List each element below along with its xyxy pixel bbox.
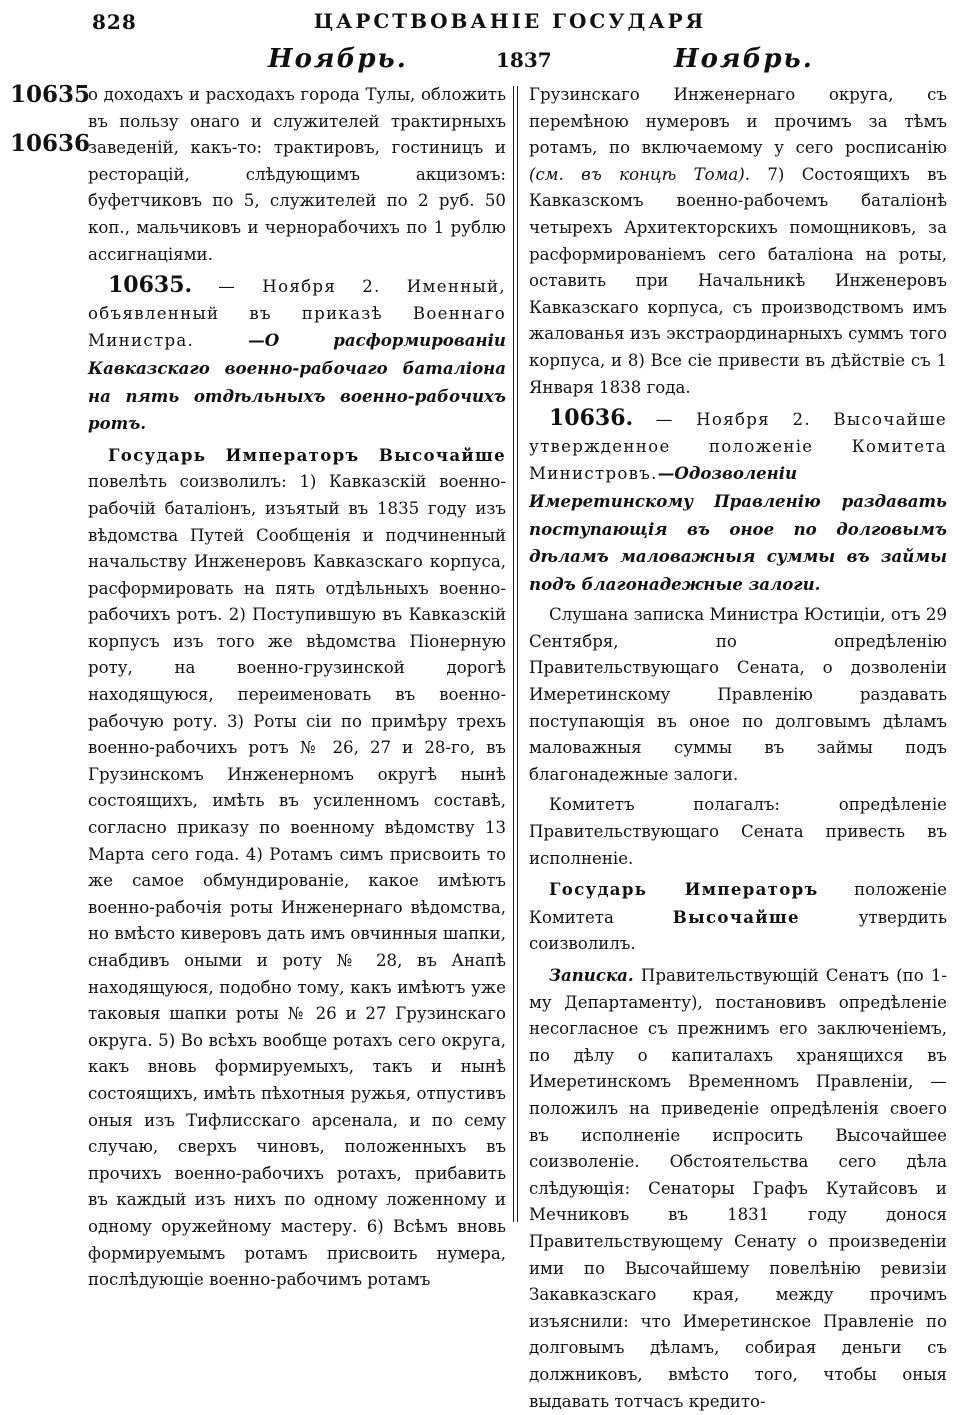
entry-title: —О расформированіи Кавказскаго военно-рабочаго баталіона на пять отдѣльныхъ военно-рабочихъ ротъ. xyxy=(88,330,506,434)
month-right: Ноябрь. xyxy=(674,44,814,74)
entry-10635-heading xyxy=(88,272,506,438)
text-run: Грузинскаго Инженернаго округа, съ перемѣною нумеровъ и прочимъ за тѣмъ ротамъ, по включаемому у сего росписанію xyxy=(529,85,947,158)
text-run: Правительствующій Сенатъ (по 1-му Департаменту), постановивъ опредѣленіе несогласное съ прежнимъ его заключеніемъ, по дѣлу о капиталахъ хранящихся въ Имеретинскомъ Временномъ Правленіи, — положилъ на приведеніе опредѣленія своего въ исполненіе испросить Высочайшее соизволеніе. Обстоятельства сего дѣла слѣдующія: Сенаторы Графъ Кутайсовъ и Мечниковъ въ 1831 году донося Правительствующему Сенату о произведеніи ими по Высочайшему повелѣнію ревизіи Закавказскаго края, между прочимъ изъяснили: что Имеретинское Правленіе по долговымъ дѣламъ, собирая деньги съ должниковъ, вмѣсто того, чтобы оныя выдавать тотчасъ кредито- xyxy=(529,966,947,1411)
margin-number-10635: 10635 xyxy=(10,81,91,108)
decree-text: повелѣть соизволилъ: 1) Кавказскій военно-рабочій баталіонъ, изъятый въ 1835 году изъ вѣдомства Путей Сообщенія и подчиненный начальству Инженеровъ Кавказскаго корпуса, расформировать на пять отдѣльныхъ военно-рабочихъ ротъ. 2) Поступившую въ Кавказскій корпусъ изъ того же вѣдомства Піонерную роту, на военно-грузинской дорогѣ находящуюся, переименовать въ военно-рабочую роту. 3) Роты сіи по примѣру трехъ военно-рабочихъ ротъ № 26, 27 и 28-го, въ Грузинскомъ Инженерномъ округѣ нынѣ состоящихъ, имѣть въ усиленномъ составѣ, согласно приказу по военному вѣдомству 13 Марта сего года. 4) Ротамъ симъ присвоить то же самое обмундированіе, какое имѣютъ военно-рабочія роты Инженернаго вѣдомства, но вмѣсто киверовъ дать имъ овчинныя шапки, снабдивъ оными и роту № 28, въ Анапѣ находящуюся, подобно тому, какъ имѣютъ уже таковыя шапки роты № 26 и 27 Грузинскаго округа. 5) Во всѣхъ вообще ротахъ сего округа, какъ вновь формируемыхъ, такъ и нынѣ состоящихъ, имѣть пѣхотныя ружья, отпустивъ оныя изъ Тифлисскаго арсенала, и по сему случаю, сверхъ чиновъ, положенныхъ въ прочихъ военно-рабочихъ ротахъ, прибавить въ каждый изъ нихъ по одному ложенному и одному оружейному мастеру. 6) Всѣмъ вновь формируемымъ ротамъ присвоить нумера, послѣдующіе военно-рабочимъ ротамъ xyxy=(88,472,506,1290)
note-label: Записка. xyxy=(549,965,634,985)
paragraph: Слушана записка Министра Юстиціи, отъ 29 Сентября, по опредѣленію Правительствующаго Сената, о дозволеніи Имеретинскому Правленію раздавать поступающія въ оное по долговымъ дѣламъ маловажныя суммы въ займы подъ благонадежные залоги. xyxy=(529,605,947,784)
entry-number: 10636. xyxy=(549,405,634,432)
text-run: положеніе Комитета xyxy=(529,880,947,927)
decree-lead: Государь Императоръ Высочайше xyxy=(108,444,506,465)
entry-head: — Ноября 2. Высочайше утвержденное положеніе Комитета Министровъ. xyxy=(529,410,947,484)
paragraph: Комитетъ полагалъ: опредѣленіе Правительствующаго Сената привесть въ исполненіе. xyxy=(529,795,947,868)
year: 1837 xyxy=(496,48,552,72)
reference-note: (см. въ концѣ Тома). xyxy=(529,164,751,184)
month-left: Ноябрь. xyxy=(268,44,408,74)
text-run: утвердить соизволилъ. xyxy=(529,907,947,954)
entry-title: —Одозволеніи Имеретинскому Правленію раздавать поступающія въ оное по долговымъ дѣламъ маловажныя суммы въ займы подъ благонадежные залоги. xyxy=(529,463,947,594)
paragraph-continuation: о доходахъ и расходахъ города Тулы, обложить въ пользу онаго и служителей трактирныхъ заведеній, какъ-то: трактировъ, гостиницъ и ресторацій, слѣдующимъ акцизомъ: буфетчиковъ по 5, служителей по 2 руб. 50 коп., мальчиковъ и чернорабочихъ по 1 рублю ассигнаціями. xyxy=(88,85,506,264)
text-run: Государь Императоръ xyxy=(549,879,819,900)
column-divider xyxy=(513,86,518,1222)
decree-paragraph xyxy=(88,442,506,1294)
text-run: 7) Состоящихъ въ Кавказскомъ военно-рабочемъ баталіонѣ четырехъ Архитекторскихъ помощниковъ, за расформированіемъ сего баталіона на роты, оставить при Начальникѣ Инженеровъ Кавказскаго корпуса, съ производствомъ имъ жалованья изъ экстраординарныхъ суммъ того корпуса, и 8) Все сіе привести въ дѣйствіе съ 1 Января 1838 года. xyxy=(529,164,947,397)
paragraph xyxy=(529,876,947,958)
entry-head: — Ноября 2. Именный, объявленный въ приказѣ Военнаго Министра. xyxy=(88,277,506,351)
left-column xyxy=(88,82,506,1294)
running-title: ЦАРСТВОВАНІЕ ГОСУДАРЯ xyxy=(313,9,707,33)
page-number: 828 xyxy=(92,10,137,34)
right-column xyxy=(529,82,947,1415)
entry-number: 10635. xyxy=(108,272,193,299)
text-run: Высочайше xyxy=(672,906,800,927)
paragraph-continuation xyxy=(529,82,947,401)
paragraph xyxy=(529,962,947,1415)
entry-10636-heading xyxy=(529,405,947,598)
margin-number-10636: 10636 xyxy=(10,130,91,157)
